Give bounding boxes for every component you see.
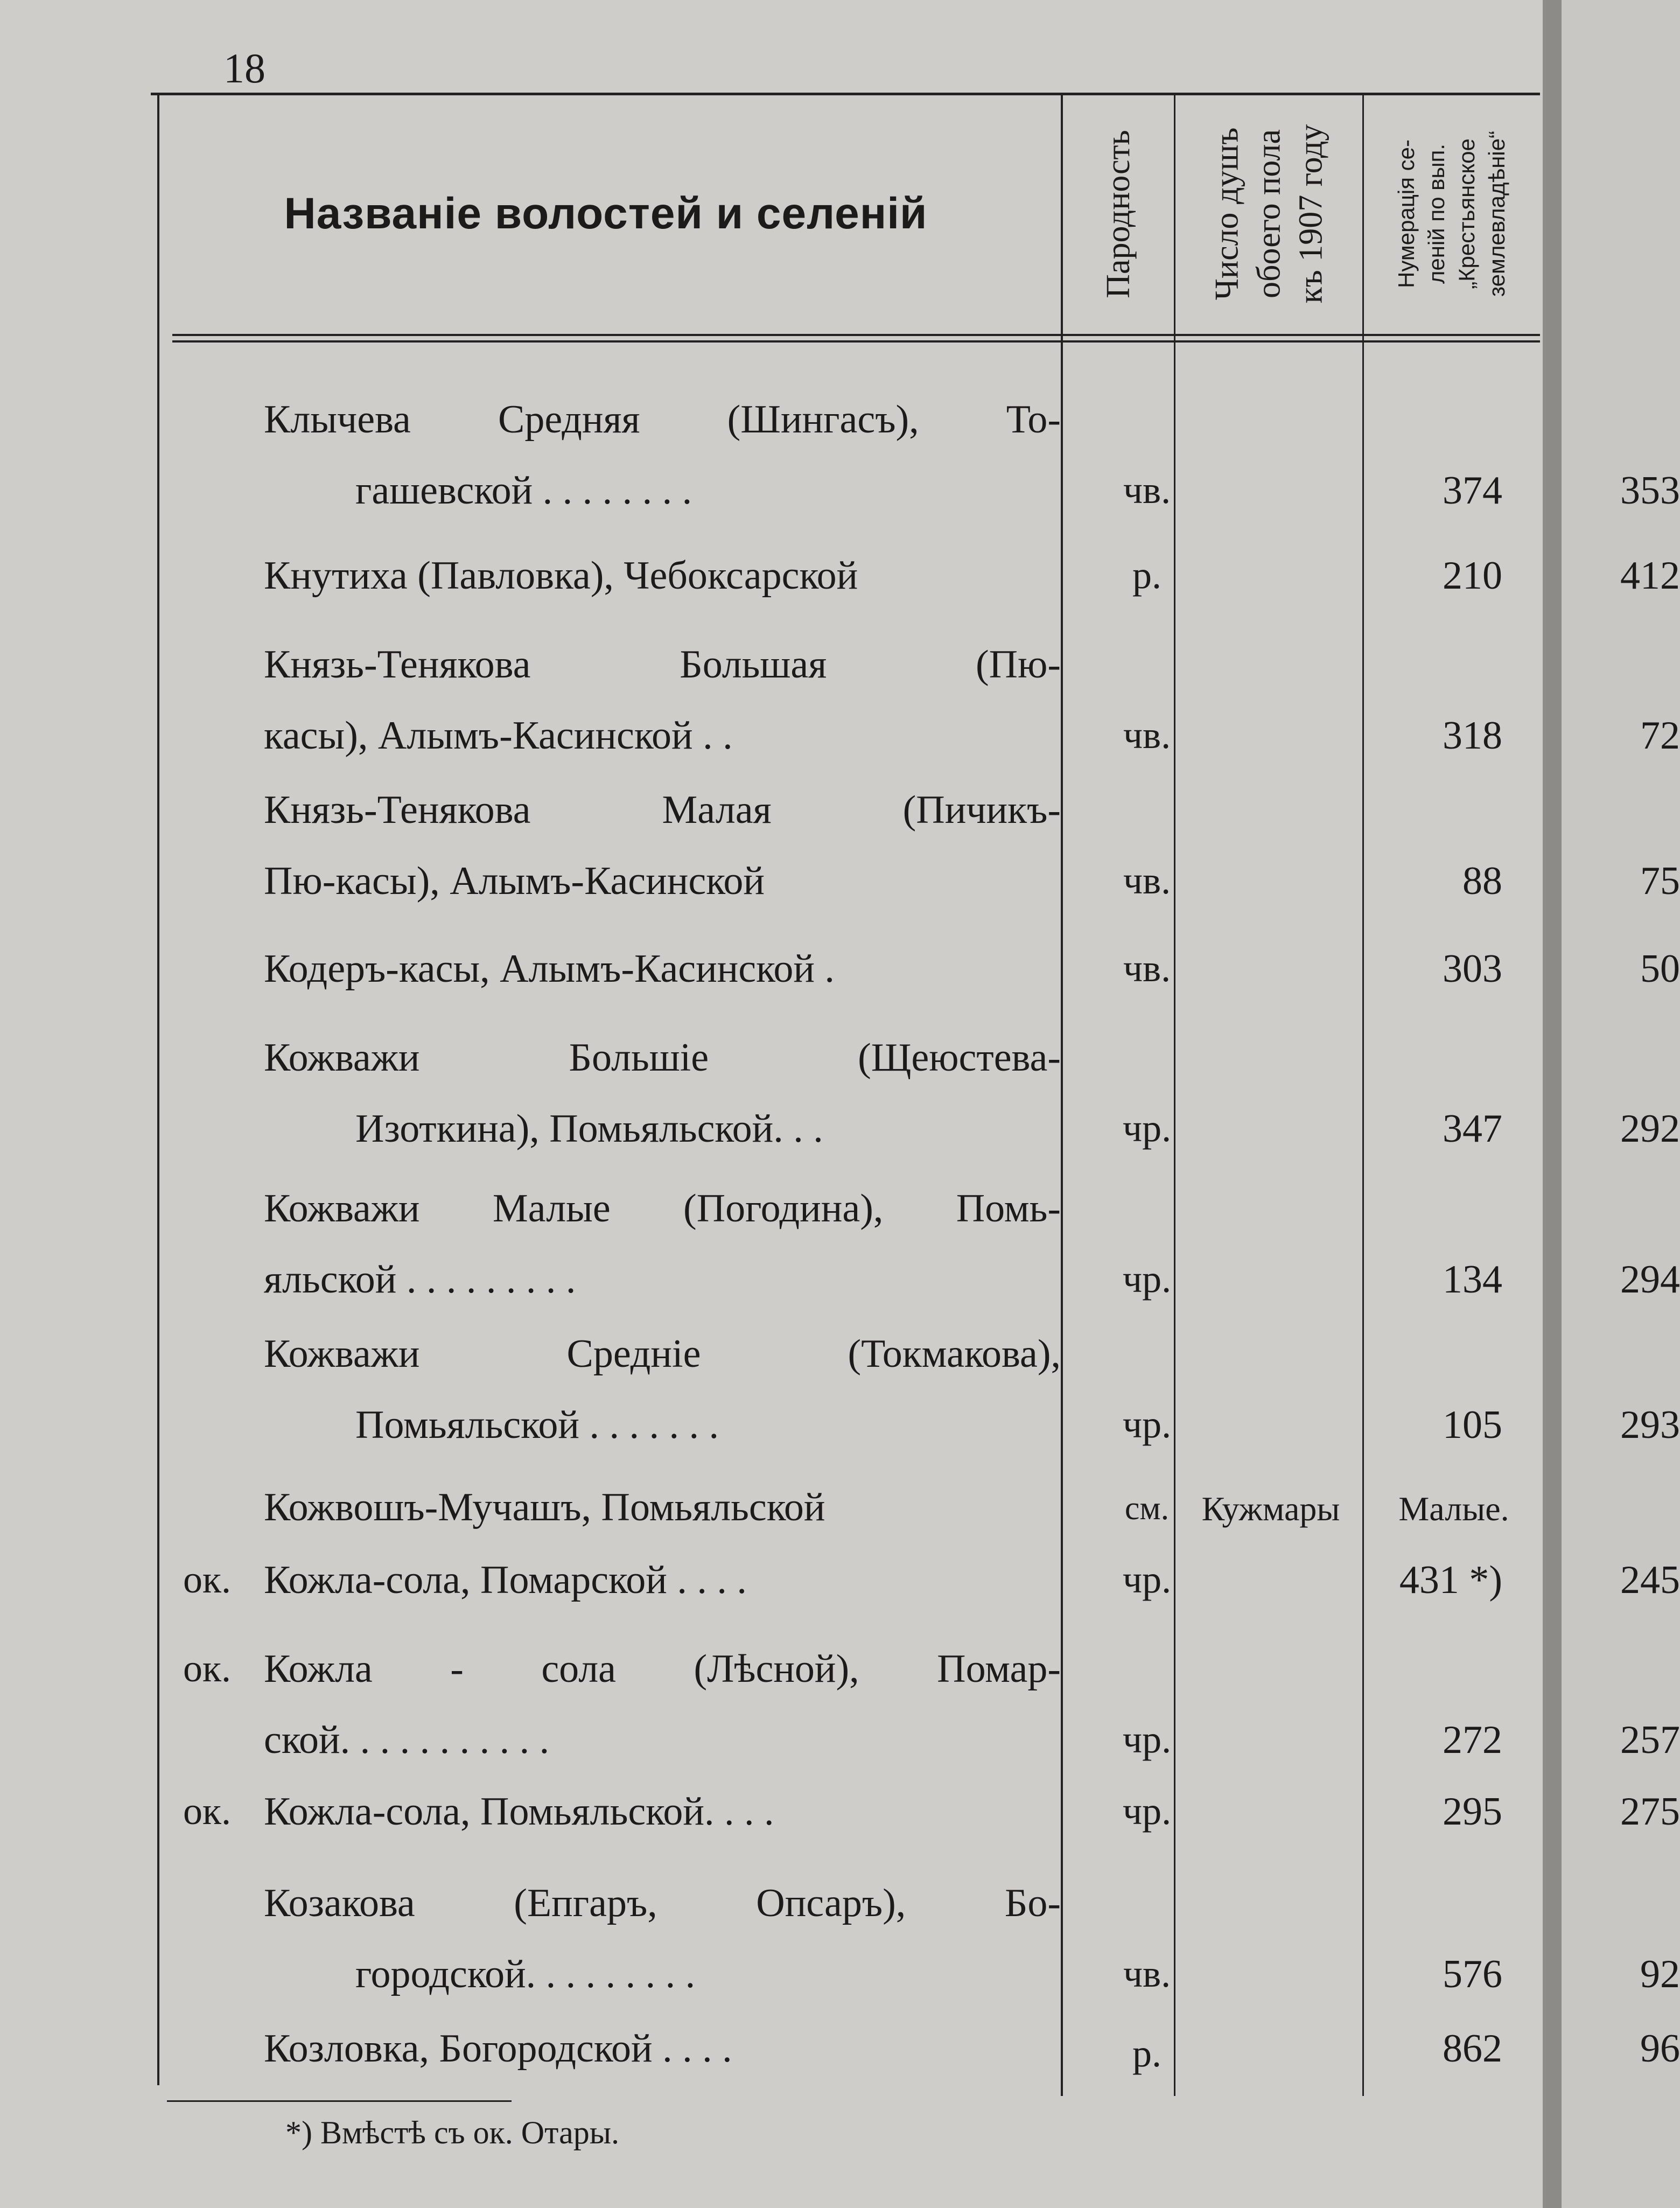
settlement-name-line: Кнутиха (Павловка), Чебоксарской [264, 554, 858, 598]
nationality-cell: чр. [1122, 1257, 1172, 1301]
footnote: *) Вмѣстѣ съ ок. Отары. [285, 2115, 620, 2150]
souls-cell: 431 *) [1399, 1558, 1502, 1602]
settlement-name-line: Клычева Средняя (Шингасъ), То- [264, 397, 1061, 442]
numeration-cell: 92 [1640, 1952, 1680, 1996]
settlement-name-line: городской. . . . . . . . . [355, 1952, 696, 1996]
souls-cell: 295 [1443, 1790, 1502, 1834]
settlement-name-line: яльской . . . . . . . . . [264, 1257, 576, 1302]
nationality-cell: чр. [1122, 1558, 1172, 1601]
settlement-name-line: Кожважи Большіе (Щеюстева- [264, 1036, 1061, 1080]
settlement-name-line: Кодеръ-касы, Алымъ-Касинской . [264, 947, 835, 991]
column-header-numeration-line: Нумерація се- [1394, 139, 1419, 288]
settlement-name-line: Кожважи Малые (Погодина), Помь- [264, 1186, 1061, 1231]
cross-reference-text: Кужмары [1201, 1490, 1340, 1528]
column-header-name [151, 93, 1061, 335]
column-header-souls-line: къ 1907 году [1292, 124, 1329, 304]
settlement-name-line: Пю-касы), Алымъ-Касинской [264, 859, 765, 903]
column-header-numeration [1364, 93, 1540, 335]
column-header-name-text: Названіе волостей и селеній [284, 189, 928, 238]
nationality-cell: чр. [1122, 1718, 1172, 1761]
settlement-name [264, 397, 1061, 542]
settlements-table [151, 93, 1680, 2096]
numeration-cell: 96 [1640, 2027, 1680, 2071]
nationality-cell: чв. [1123, 714, 1171, 757]
souls-cell: 88 [1462, 859, 1502, 903]
settlement-name-line: Козакова (Епгаръ, Опсаръ), Бо- [264, 1881, 1061, 1925]
column-header-numeration-line: землевладѣніе“ [1484, 130, 1510, 297]
row-prefix: ок. [183, 1790, 231, 1833]
numeration-cell: 75 [1640, 859, 1680, 903]
numeration-cell: 292 [1620, 1107, 1680, 1151]
settlement-name [264, 790, 1061, 932]
settlement-name [264, 1487, 1061, 1559]
column-header-nationality-text: Пародность [1100, 129, 1137, 298]
numeration-cell: 294 [1620, 1257, 1680, 1302]
settlement-name [264, 1038, 1061, 1180]
footnote-rule [167, 2100, 512, 2102]
column-divider-name [1061, 93, 1063, 2096]
nationality-cell: чр. [1122, 1403, 1172, 1446]
nationality-cell: р. [1132, 2032, 1161, 2075]
settlement-name [264, 1792, 1061, 1863]
nationality-cell: см. [1124, 1490, 1170, 1527]
column-header-numeration-line: леній по вып. [1424, 143, 1450, 284]
settlement-name-line: ской. . . . . . . . . . . [264, 1718, 550, 1762]
row-prefix: ок. [183, 1647, 231, 1690]
header-rule-lower [172, 340, 1540, 343]
nationality-cell: чв. [1123, 859, 1171, 902]
settlement-name-line: Кожла - сола (Лѣсной), Помар- [264, 1647, 1061, 1691]
numeration-cell: 257 [1620, 1718, 1680, 1762]
settlement-name [264, 556, 1061, 627]
settlement-name-line: Князь-Тенякова Малая (Пичикъ- [264, 788, 1061, 832]
settlement-name [264, 1334, 1061, 1476]
cross-reference-text: Малые. [1398, 1490, 1509, 1528]
numeration-cell: 412 [1620, 554, 1680, 598]
settlement-name-line: Помьяльской . . . . . . . [355, 1403, 719, 1447]
column-header-nationality [1063, 93, 1174, 335]
numeration-cell: 353 [1620, 469, 1680, 513]
souls-cell: 318 [1443, 714, 1502, 758]
settlement-name [264, 2029, 1061, 2100]
settlement-name-line: Козловка, Богородской . . . . [264, 2027, 732, 2071]
settlement-name-line: Изоткина), Помьяльской. . . [355, 1107, 823, 1151]
left-border [157, 93, 159, 2085]
numeration-cell: 245 [1620, 1558, 1680, 1602]
page-number: 18 [223, 45, 265, 92]
column-header-souls [1175, 93, 1362, 335]
souls-cell: 862 [1443, 2027, 1502, 2071]
souls-cell: 105 [1443, 1403, 1502, 1447]
souls-cell: 576 [1443, 1952, 1502, 1996]
souls-cell: 134 [1443, 1257, 1502, 1302]
column-header-souls-line: обоего пола [1250, 129, 1287, 299]
souls-cell: 210 [1443, 554, 1502, 598]
column-header-numeration-line: „Крестьянское [1454, 138, 1480, 289]
nationality-cell: р. [1132, 554, 1161, 597]
numeration-cell: 293 [1620, 1403, 1680, 1447]
settlement-name-line: Кожла-сола, Помарской . . . . [264, 1558, 747, 1602]
settlement-name-line: Кожважи Средніе (Токмакова), [264, 1332, 1061, 1376]
settlement-name [264, 1883, 1061, 2025]
nationality-cell: чр. [1122, 1107, 1172, 1150]
souls-cell: 374 [1443, 469, 1502, 513]
settlement-name [264, 949, 1061, 1020]
numeration-cell: 72 [1640, 714, 1680, 758]
settlement-name [264, 1560, 1061, 1631]
numeration-cell: 275 [1620, 1790, 1680, 1834]
souls-cell: 272 [1443, 1718, 1502, 1762]
settlement-name-line: Кожла-сола, Помьяльской. . . . [264, 1790, 774, 1834]
column-header-souls-line: Число душъ [1208, 127, 1245, 301]
nationality-cell: чв. [1123, 469, 1171, 512]
nationality-cell: чв. [1123, 1952, 1171, 1995]
row-prefix: ок. [183, 1558, 231, 1601]
settlement-name-line: Князь-Тенякова Большая (Пю- [264, 642, 1061, 687]
souls-cell: 303 [1443, 947, 1502, 991]
numeration-cell: 50 [1640, 947, 1680, 991]
page-edge [1543, 0, 1562, 2208]
nationality-cell: чр. [1122, 1790, 1172, 1833]
settlement-name [264, 1186, 1061, 1331]
settlement-name-line: гашевской . . . . . . . . [355, 469, 692, 513]
nationality-cell: чв. [1123, 947, 1171, 990]
settlement-name [264, 1649, 1061, 1791]
souls-cell: 347 [1443, 1107, 1502, 1151]
settlement-name-line: Кожвошъ-Мучашъ, Помьяльской [264, 1485, 825, 1529]
settlement-name-line: касы), Алымъ-Касинской . . [264, 714, 733, 758]
settlement-name [264, 642, 1061, 787]
